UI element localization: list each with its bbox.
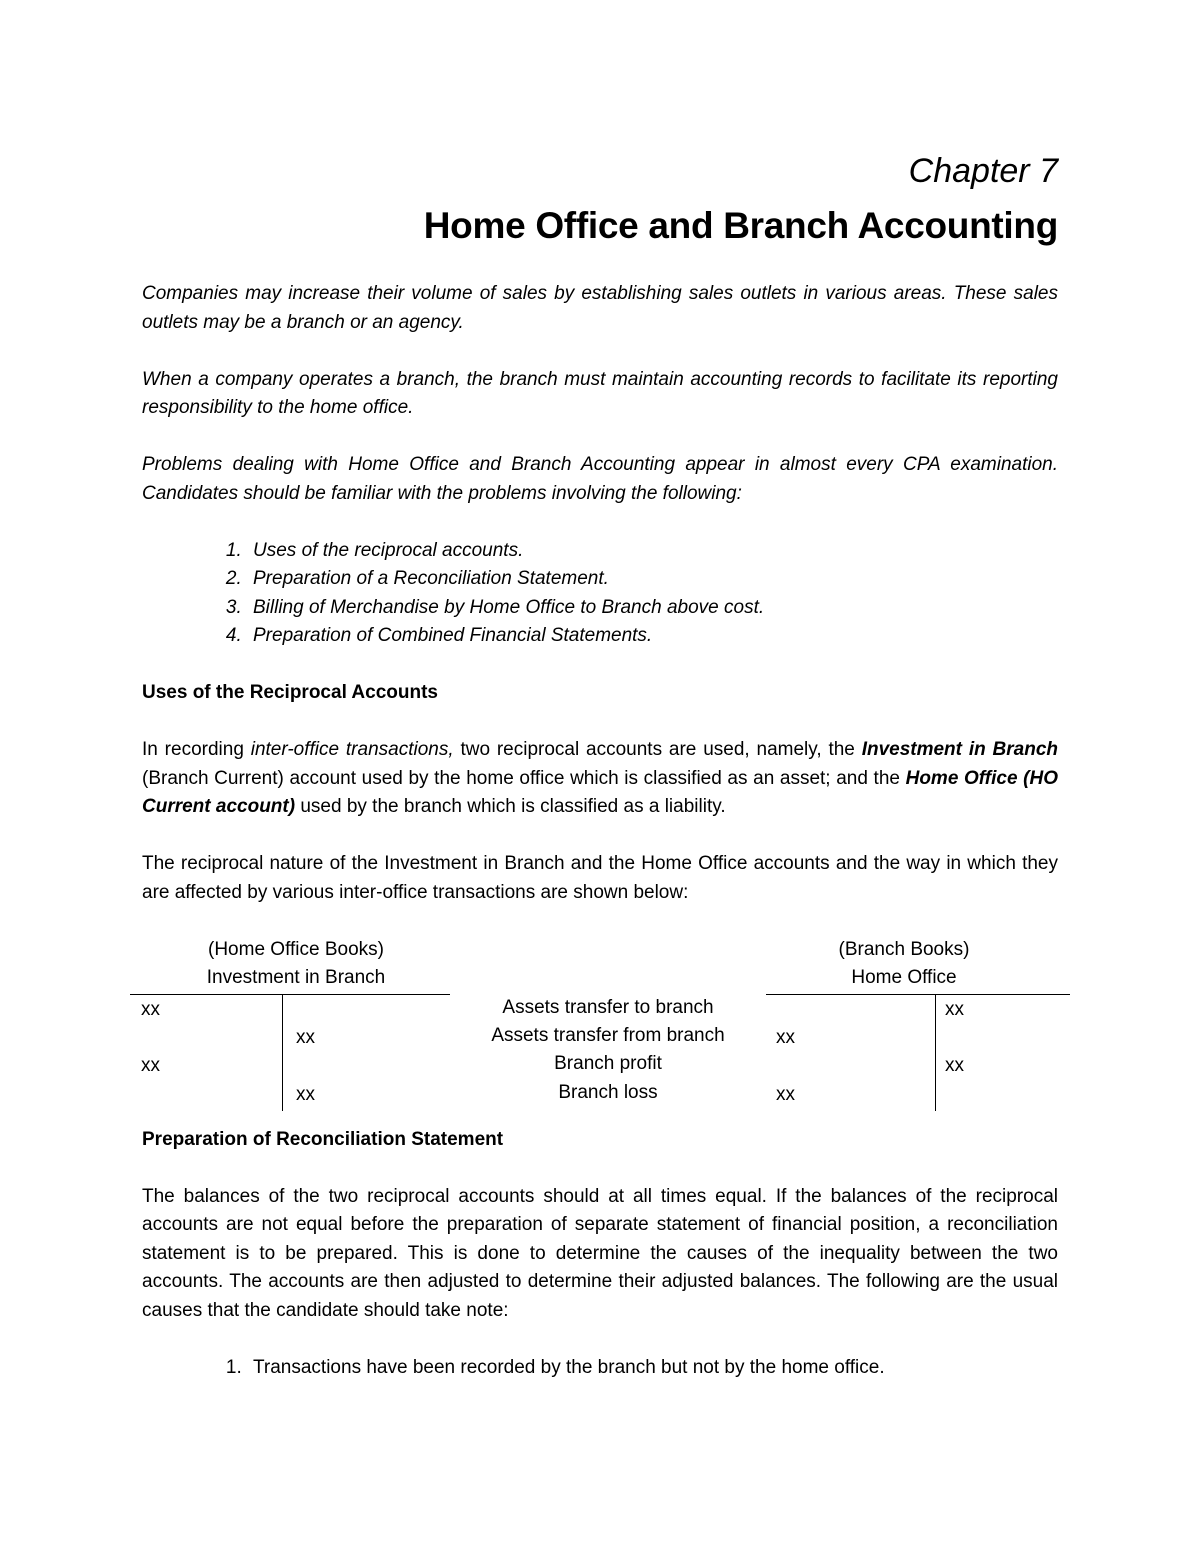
reciprocal-paragraph-1: In recording inter-office transactions, two reciprocal accounts are used, namely, the Investment in Branch (Branch Current) account used by the home office which is classified as an asset; and the Home Office (HO Current account) used by the branch which is classified as a liability.: [142, 739, 1058, 817]
left-t-horizontal: [130, 994, 450, 995]
intro-paragraph-2: When a company operates a branch, the branch must maintain accounting records to facilitate its reporting responsibility to the home office.: [142, 368, 1058, 418]
topics-list: [142, 537, 1058, 651]
right-account-label: Home Office: [851, 966, 957, 988]
right-debit-cell: xx: [776, 1026, 795, 1048]
right-t-horizontal: [766, 994, 1070, 995]
right-credit-cell: xx: [945, 998, 964, 1020]
intro-paragraph-3: Problems dealing with Home Office and Branch Accounting appear in almost every CPA examination. Candidates should be familiar with the problems involving the following:: [142, 454, 1058, 504]
list-item: 4. Preparation of Combined Financial Statements.: [247, 622, 1058, 651]
section-heading-reciprocal: Uses of the Reciprocal Accounts: [142, 682, 438, 703]
document-body: [142, 280, 1058, 1382]
causes-list: [142, 1354, 1058, 1383]
transaction-label: Assets transfer from branch: [491, 1024, 725, 1046]
list-item: 3. Billing of Merchandise by Home Office to Branch above cost.: [247, 594, 1058, 623]
t-accounts-diagram: [130, 936, 1070, 1126]
investment-in-branch-term: Investment in Branch: [861, 739, 1058, 760]
right-credit-cell: xx: [945, 1054, 964, 1076]
chapter-title: Home Office and Branch Accounting: [423, 205, 1058, 246]
chapter-label: Chapter 7: [908, 152, 1058, 190]
list-item: 2. Preparation of a Reconciliation Statement.: [247, 565, 1058, 594]
left-t-vertical: [282, 994, 283, 1111]
left-credit-cell: xx: [296, 1026, 315, 1048]
left-account-label: Investment in Branch: [206, 966, 386, 988]
reciprocal-paragraph-2: The reciprocal nature of the Investment in Branch and the Home Office accounts and the way in which they are affected by various inter-office transactions are shown below:: [142, 853, 1058, 903]
left-credit-cell: xx: [296, 1083, 315, 1105]
left-books-label: (Home Office Books): [208, 938, 384, 960]
left-debit-cell: xx: [141, 1054, 160, 1076]
transaction-label: Branch profit: [554, 1052, 662, 1074]
transaction-label: Assets transfer to branch: [502, 996, 714, 1018]
intro-paragraph-1: Companies may increase their volume of sales by establishing sales outlets in various areas. These sales outlets may be a branch or an agency.: [142, 283, 1058, 333]
right-debit-cell: xx: [776, 1083, 795, 1105]
transaction-label: Branch loss: [558, 1081, 658, 1103]
right-t-vertical: [935, 994, 936, 1111]
section-heading-reconciliation: Preparation of Reconciliation Statement: [142, 1128, 504, 1150]
chapter-header: [424, 150, 1058, 252]
home-office-term: Home Office (HO Current account): [142, 767, 1058, 817]
right-books-label: (Branch Books): [838, 938, 970, 960]
inter-office-term: inter-office transactions,: [250, 739, 454, 760]
list-item: 1. Uses of the reciprocal accounts.: [247, 537, 1058, 566]
reconciliation-paragraph: The balances of the two reciprocal accounts should at all times equal. If the balances of the reciprocal accounts are not equal before the preparation of separate statement of financial position, a reconciliation statement is to be prepared. This is done to determine the causes of the inequality between the two accounts. The accounts are then adjusted to determine their adjusted balances. The following are the usual causes that the candidate should take note:: [142, 1185, 1058, 1321]
left-debit-cell: xx: [141, 998, 160, 1020]
list-item: 1. Transactions have been recorded by the branch but not by the home office.: [247, 1354, 1058, 1383]
